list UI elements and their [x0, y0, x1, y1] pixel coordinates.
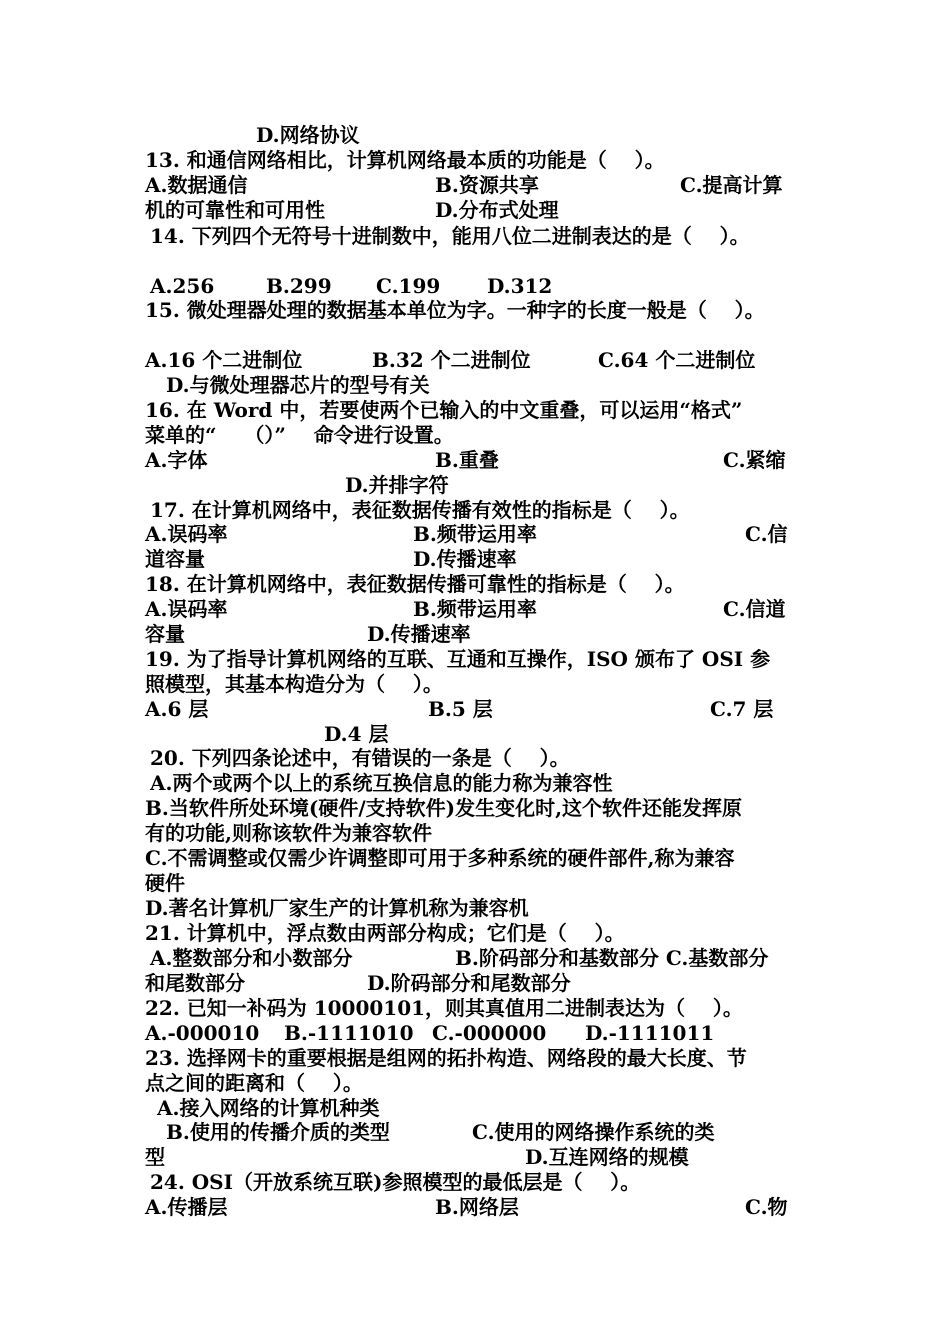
option-13d: D.分布式处理: [435, 198, 559, 222]
option-21d: D.阶码部分和尾数部分: [367, 971, 571, 995]
option-18b: B.频带运用率: [413, 597, 537, 621]
option-14a: A.256: [150, 274, 215, 298]
option-16a: A.字体: [145, 448, 208, 472]
option-24c: C.物: [745, 1195, 788, 1219]
option-23c-cont: 型: [145, 1145, 165, 1169]
question-19-cont: 照模型，其基本构造分为（ ）。: [145, 672, 443, 696]
question-13: 13. 和通信网络相比，计算机网络最本质的功能是（ ）。: [145, 148, 665, 172]
option-15a: A.16 个二进制位: [145, 348, 303, 372]
option-20c-cont: 硬件: [145, 871, 185, 895]
option-20d: D.著名计算机厂家生产的计算机称为兼容机: [145, 896, 529, 920]
option-22c: C.-000000: [432, 1021, 547, 1045]
option-17c-cont: 道容量: [145, 547, 205, 571]
option-13c: C.提高计算: [680, 173, 783, 197]
option-16c: C.紧缩: [723, 448, 786, 472]
question-17: 17. 在计算机网络中，表征数据传播有效性的指标是（ ）。: [150, 498, 690, 522]
option-12d: D.网络协议: [256, 123, 360, 147]
option-21a: A.整数部分和小数部分: [150, 946, 353, 970]
option-17b: B.频带运用率: [413, 522, 537, 546]
question-20: 20. 下列四条论述中，有错误的一条是（ ）。: [150, 746, 570, 770]
option-13b: B.资源共享: [435, 173, 539, 197]
option-21c-cont: 和尾数部分: [145, 971, 245, 995]
option-18c-cont: 容量: [145, 622, 185, 646]
question-22: 22. 已知一补码为 10000101，则其真值用二进制表达为（ ）。: [145, 996, 743, 1020]
question-14: 14. 下列四个无符号十进制数中，能用八位二进制表达的是（ ）。: [150, 224, 750, 248]
option-24b: B.网络层: [435, 1195, 519, 1219]
option-18d: D.传播速率: [367, 622, 471, 646]
option-22b: B.-1111010: [284, 1021, 414, 1045]
option-19b: B.5 层: [428, 697, 493, 721]
option-20b-cont: 有的功能,则称该软件为兼容软件: [145, 821, 432, 845]
option-14c: C.199: [376, 274, 441, 298]
option-23c: C.使用的网络操作系统的类: [472, 1120, 715, 1144]
option-23d: D.互连网络的规模: [525, 1145, 689, 1169]
option-13c-cont: 机的可靠性和可用性: [145, 198, 325, 222]
question-19: 19. 为了指导计算机网络的互联、互通和互操作，ISO 颁布了 OSI 参: [145, 647, 771, 671]
question-24: 24. OSI（开放系统互联)参照模型的最低层是（ ）。: [150, 1170, 641, 1194]
option-17c: C.信: [745, 522, 788, 546]
option-13a: A.数据通信: [145, 173, 248, 197]
option-19a: A.6 层: [145, 697, 209, 721]
option-18c: C.信道: [723, 597, 786, 621]
option-14d: D.312: [487, 274, 553, 298]
option-14b: B.299: [266, 274, 332, 298]
option-15c: C.64 个二进制位: [598, 348, 756, 372]
question-21: 21. 计算机中，浮点数由两部分构成；它们是（ ）。: [145, 921, 625, 945]
option-19d: D.4 层: [324, 722, 389, 746]
option-23b: B.使用的传播介质的类型: [166, 1120, 390, 1144]
option-22d: D.-1111011: [585, 1021, 715, 1045]
option-21b-c: B.阶码部分和基数部分 C.基数部分: [455, 946, 769, 970]
option-15b: B.32 个二进制位: [372, 348, 531, 372]
question-23-cont: 点之间的距离和（ ）。: [145, 1071, 363, 1095]
option-20a: A.两个或两个以上的系统互换信息的能力称为兼容性: [150, 771, 613, 795]
question-15: 15. 微处理器处理的数据基本单位为字。一种字的长度一般是（ ）。: [145, 298, 765, 322]
option-16b: B.重叠: [435, 448, 499, 472]
option-24a: A.传播层: [145, 1195, 228, 1219]
option-16d: D.并排字符: [345, 473, 449, 497]
option-22a: A.-000010: [145, 1021, 260, 1045]
option-17a: A.误码率: [145, 522, 228, 546]
question-23: 23. 选择网卡的重要根据是组网的拓扑构造、网络段的最大长度、节: [145, 1046, 747, 1070]
question-16-cont: 菜单的“ （）” 命令进行设置。: [145, 423, 454, 447]
option-20b: B.当软件所处环境(硬件/支持软件)发生变化时,这个软件还能发挥原: [145, 796, 743, 820]
question-18: 18. 在计算机网络中，表征数据传播可靠性的指标是（ ）。: [145, 572, 685, 596]
option-18a: A.误码率: [145, 597, 228, 621]
option-17d: D.传播速率: [413, 547, 517, 571]
option-15d: D.与微处理器芯片的型号有关: [166, 373, 430, 397]
option-20c: C.不需调整或仅需少许调整即可用于多种系统的硬件部件,称为兼容: [145, 846, 735, 870]
option-23a: A.接入网络的计算机种类: [157, 1096, 380, 1120]
option-19c: C.7 层: [710, 697, 774, 721]
question-16: 16. 在 Word 中，若要使两个已输入的中文重叠，可以运用“格式”: [145, 398, 743, 422]
